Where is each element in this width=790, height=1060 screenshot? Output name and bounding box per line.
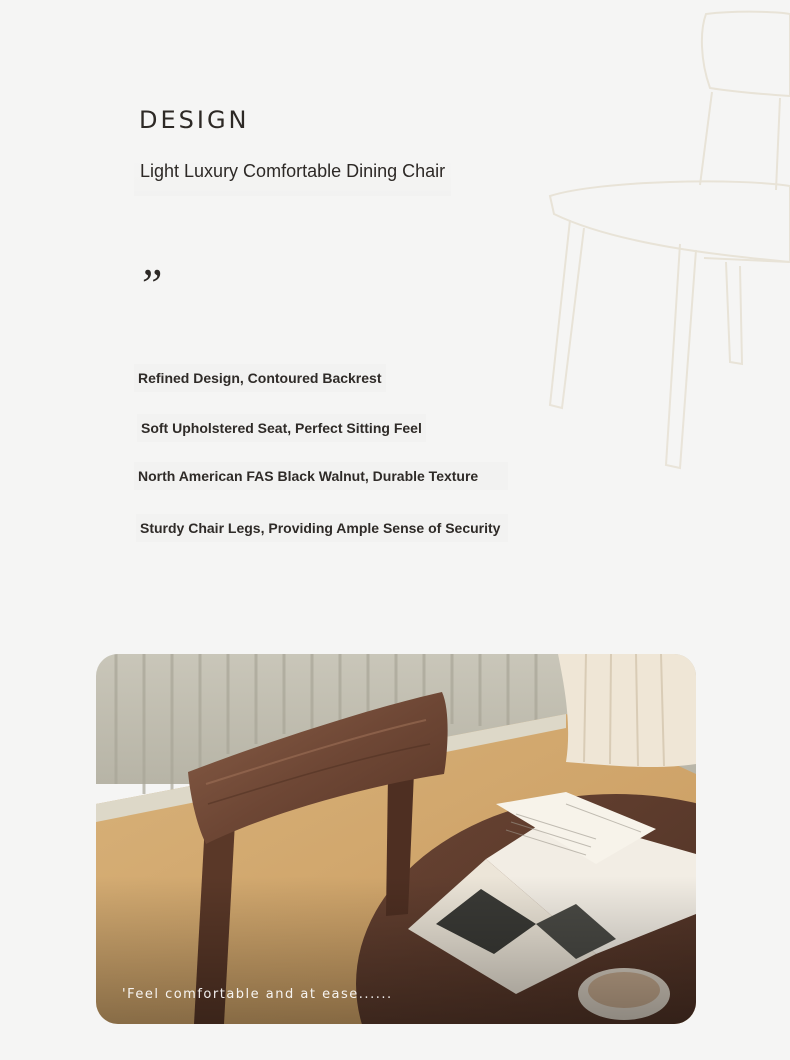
feature-item: Sturdy Chair Legs, Providing Ample Sense of Security — [140, 520, 501, 536]
lifestyle-photo — [96, 654, 696, 1024]
walnut-chair-photo-icon — [96, 654, 696, 1024]
feature-item: Soft Upholstered Seat, Perfect Sitting Feel — [141, 420, 422, 436]
photo-caption: 'Feel comfortable and at ease...... — [122, 987, 393, 1002]
page-title: Light Luxury Comfortable Dining Chair — [134, 156, 451, 196]
section-eyebrow: DESIGN — [139, 106, 250, 134]
feature-item: Refined Design, Contoured Backrest — [138, 370, 382, 386]
feature-item: North American FAS Black Walnut, Durable Texture — [138, 468, 479, 484]
quote-mark-icon: ” — [137, 259, 167, 310]
chair-sketch-icon — [540, 0, 790, 480]
